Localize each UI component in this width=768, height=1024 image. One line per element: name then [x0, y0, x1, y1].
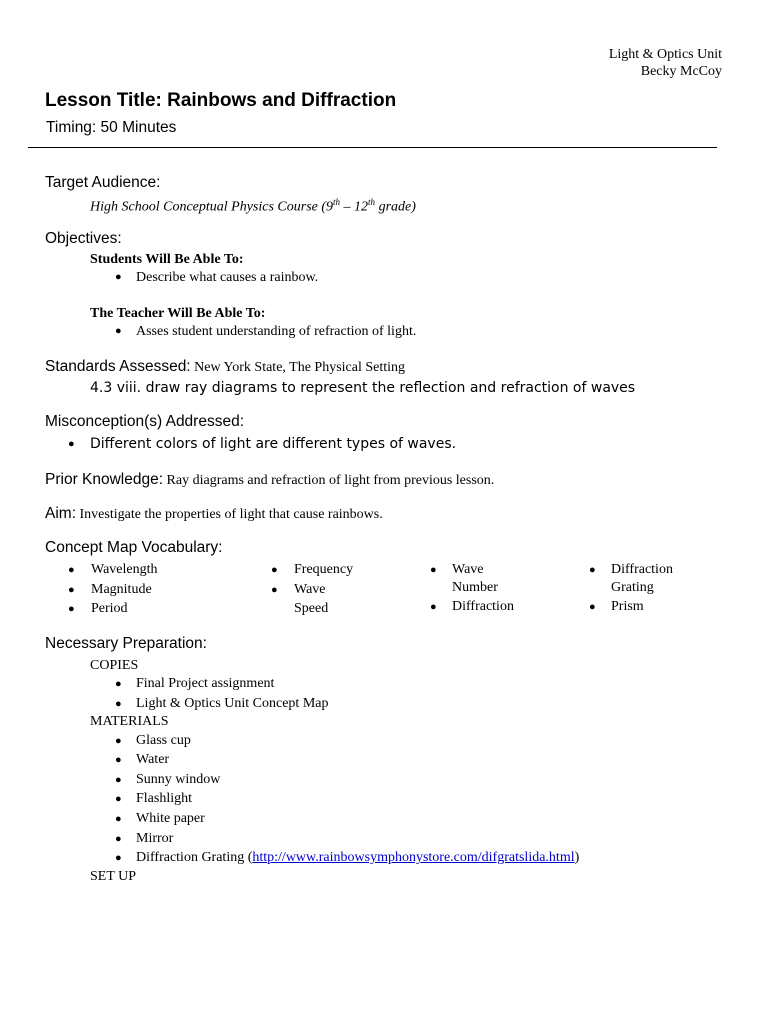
bullet-icon: ●	[115, 698, 122, 710]
copies-item: Light & Optics Unit Concept Map	[136, 696, 329, 711]
unit-name: Light & Optics Unit	[608, 47, 722, 62]
materials-item: Water	[136, 752, 170, 767]
preparation-heading: Necessary Preparation:	[45, 635, 207, 652]
vocab-term: Prism	[611, 599, 644, 614]
materials-item: Mirror	[136, 831, 174, 846]
grating-link[interactable]: http://www.rainbowsymphonystore.com/difgratslida.html	[252, 850, 575, 865]
bullet-icon: ●	[115, 833, 122, 845]
bullet-icon: ●	[271, 564, 278, 576]
bullet-icon: ●	[430, 601, 437, 613]
bullet-icon: ●	[68, 564, 75, 576]
materials-item-grating: Diffraction Grating (http://www.rainbowsymphonystore.com/difgratslida.html)	[136, 850, 580, 865]
bullet-icon: ●	[68, 603, 75, 615]
vocab-term: Frequency	[294, 562, 354, 577]
students-heading: Students Will Be Able To:	[90, 252, 244, 267]
teacher-heading: The Teacher Will Be Able To:	[90, 306, 266, 321]
materials-item: Flashlight	[136, 791, 193, 806]
bullet-icon: ●	[115, 813, 122, 825]
aim-text: Investigate the properties of light that cause rainbows.	[76, 507, 383, 522]
vocab-term: Diffraction	[611, 562, 673, 577]
copies-item: Final Project assignment	[136, 676, 275, 691]
bullet-icon: ●	[115, 774, 122, 786]
bullet-icon: ●	[115, 271, 122, 283]
bullet-icon: ●	[271, 584, 278, 596]
aim-heading: Aim: Investigate the properties of light that cause rainbows.	[45, 505, 383, 522]
standards-heading: Standards Assessed: New York State, The Physical Setting	[45, 358, 406, 375]
lesson-timing: Timing: 50 Minutes	[46, 119, 177, 136]
bullet-icon: ●	[115, 678, 122, 690]
prior-knowledge-text: Ray diagrams and refraction of light from previous lesson.	[163, 473, 495, 488]
document-header	[609, 46, 722, 80]
misconceptions-heading: Misconception(s) Addressed:	[45, 413, 245, 430]
vocab-term: Period	[91, 601, 128, 616]
bullet-icon: ●	[589, 564, 596, 576]
vocab-term: Wave	[452, 562, 484, 577]
bullet-icon: ●	[115, 754, 122, 766]
setup-label: SET UP	[90, 869, 137, 884]
objectives-heading: Objectives:	[45, 230, 122, 247]
vocab-term: Magnitude	[91, 582, 152, 597]
target-audience-heading	[45, 174, 160, 192]
bullet-icon: ●	[430, 564, 437, 576]
materials-item: Sunny window	[136, 772, 221, 787]
bullet-icon: ●	[68, 584, 75, 596]
vocab-term: Diffraction	[452, 599, 514, 614]
vocab-term: Wave	[294, 582, 326, 597]
author-name: Becky McCoy	[640, 64, 722, 79]
lesson-title: Lesson Title: Rainbows and Diffraction	[45, 90, 397, 111]
bullet-icon: ●	[115, 793, 122, 805]
bullet-icon: ●	[115, 735, 122, 747]
prior-knowledge-heading: Prior Knowledge: Ray diagrams and refraction of light from previous lesson.	[45, 471, 495, 488]
vocab-term-continued: Grating	[611, 580, 654, 595]
bullet-icon: ●	[115, 852, 122, 864]
bullet-icon: ●	[115, 325, 122, 337]
bullet-icon: ●	[68, 438, 75, 450]
vocab-term-continued: Speed	[294, 601, 329, 616]
copies-label: COPIES	[90, 658, 139, 673]
students-objective: Describe what causes a rainbow.	[136, 270, 319, 285]
target-audience-text: High School Conceptual Physics Course (9th – 12th grade)	[90, 197, 416, 215]
vocabulary-heading: Concept Map Vocabulary:	[45, 539, 223, 556]
target-audience-label: Target Audience:	[45, 174, 161, 191]
vocab-term-continued: Number	[452, 580, 498, 595]
misconception-item: Different colors of light are different types of waves.	[90, 436, 457, 452]
bullet-icon: ●	[589, 601, 596, 613]
standards-text: New York State, The Physical Setting	[190, 360, 406, 375]
materials-label: MATERIALS	[90, 714, 169, 729]
materials-item: Glass cup	[136, 733, 191, 748]
standards-detail: 4.3 viii. draw ray diagrams to represent the reflection and refraction of waves	[90, 380, 636, 396]
vocab-term: Wavelength	[91, 562, 158, 577]
header-divider	[28, 147, 717, 148]
materials-item: White paper	[136, 811, 205, 826]
teacher-objective: Asses student understanding of refraction of light.	[136, 324, 417, 339]
